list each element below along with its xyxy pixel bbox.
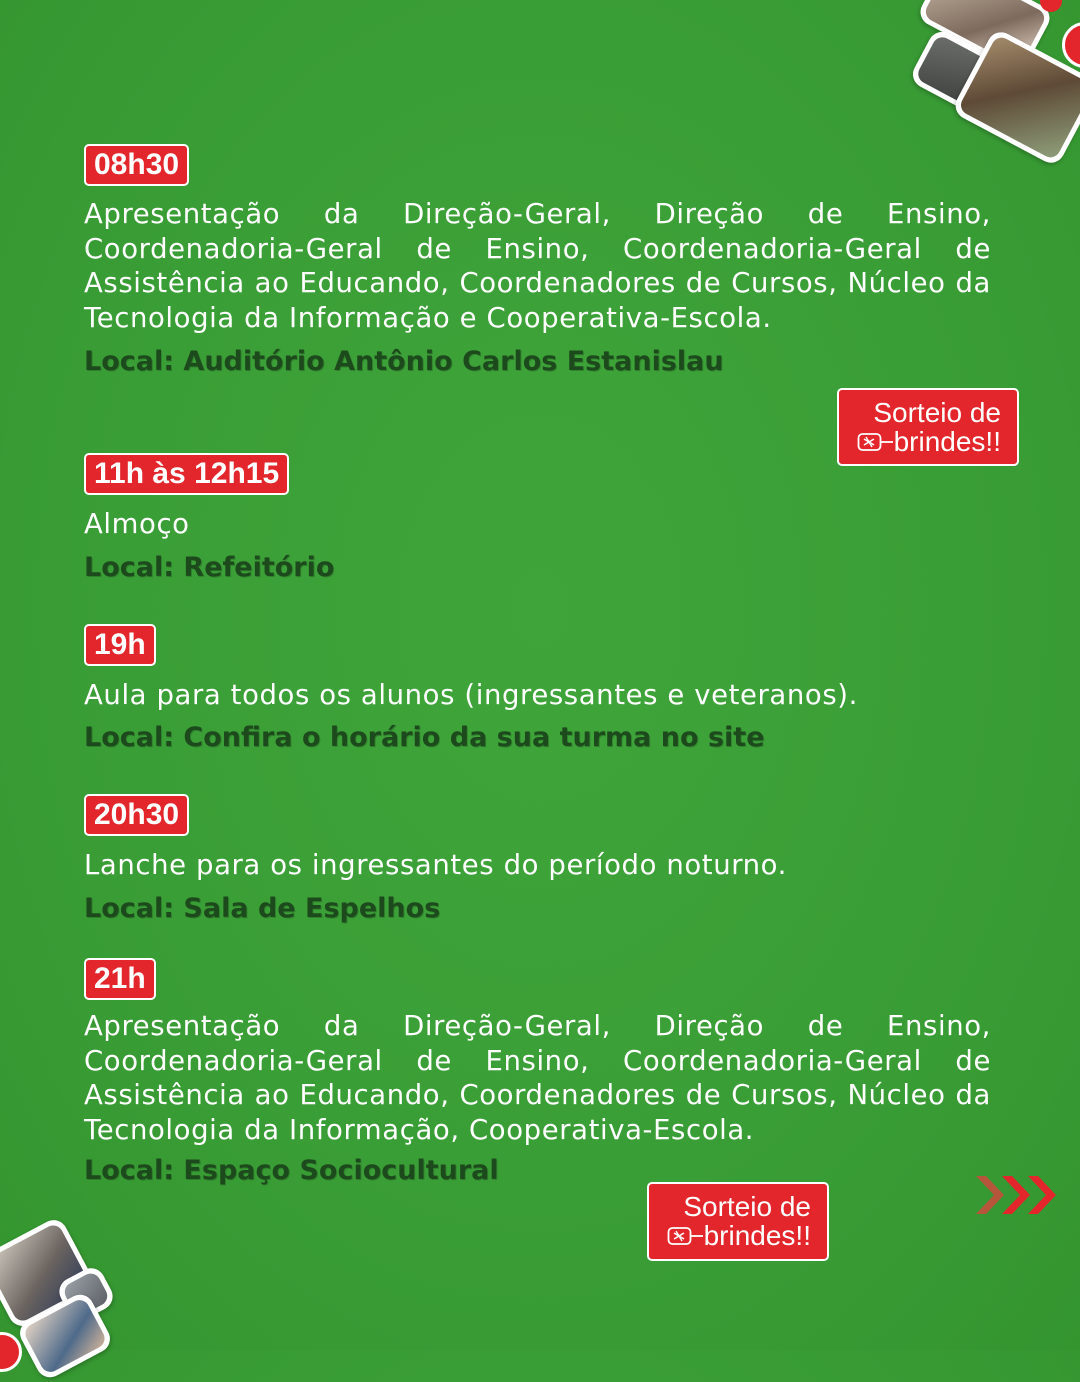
gift-icon	[667, 1224, 703, 1248]
time-badge-19h: 19h	[84, 624, 156, 666]
raffle-badge-1	[837, 388, 1019, 466]
time-badge-2030: 20h30	[84, 794, 189, 836]
raffle-line1: Sorteio de	[873, 397, 1001, 428]
raffle-line2: brindes!!	[893, 426, 1001, 457]
event-description-snack: Lanche para os ingressantes do período noturno.	[84, 849, 787, 881]
triple-chevron-right-icon[interactable]	[976, 1176, 1056, 1214]
event-location-refeitorio: Local: Refeitório	[84, 552, 335, 583]
event-location-espelhos: Local: Sala de Espelhos	[84, 893, 441, 924]
time-badge-21h: 21h	[84, 958, 156, 1000]
event-location-sociocultural: Local: Espaço Sociocultural	[84, 1155, 499, 1186]
red-circle-decoration	[1062, 22, 1080, 68]
event-description-opening: Apresentação da Direção-Geral, Direção de Ensino, Coordenadoria-Geral de Ensino, Coordenadoria-Geral de Assistência ao Educando, Coordenadores de Cursos, Núcleo da Tecnologia da Informação e Cooperativa-Escola.	[84, 198, 991, 334]
event-description-class: Aula para todos os alunos (ingressantes e veteranos).	[84, 679, 858, 711]
red-circle-decoration-bottom	[0, 1332, 22, 1372]
event-description-evening-opening: Apresentação da Direção-Geral, Direção de Ensino, Coordenadoria-Geral de Ensino, Coordenadoria-Geral de Assistência ao Educando, Coordenadores de Cursos, Núcleo da Tecnologia da Informação, Cooperativa-Escola.	[84, 1010, 991, 1146]
raffle-line2: brindes!!	[703, 1220, 811, 1251]
time-badge-11h: 11h às 12h15	[84, 453, 289, 495]
raffle-badge-2	[647, 1182, 829, 1261]
event-location-site: Local: Confira o horário da sua turma no site	[84, 722, 765, 753]
event-location-auditorio: Local: Auditório Antônio Carlos Estanislau	[84, 346, 724, 377]
time-badge-0830: 08h30	[84, 144, 189, 186]
event-description-lunch: Almoço	[84, 508, 190, 540]
raffle-line1: Sorteio de	[683, 1191, 811, 1222]
gift-icon	[857, 430, 893, 454]
